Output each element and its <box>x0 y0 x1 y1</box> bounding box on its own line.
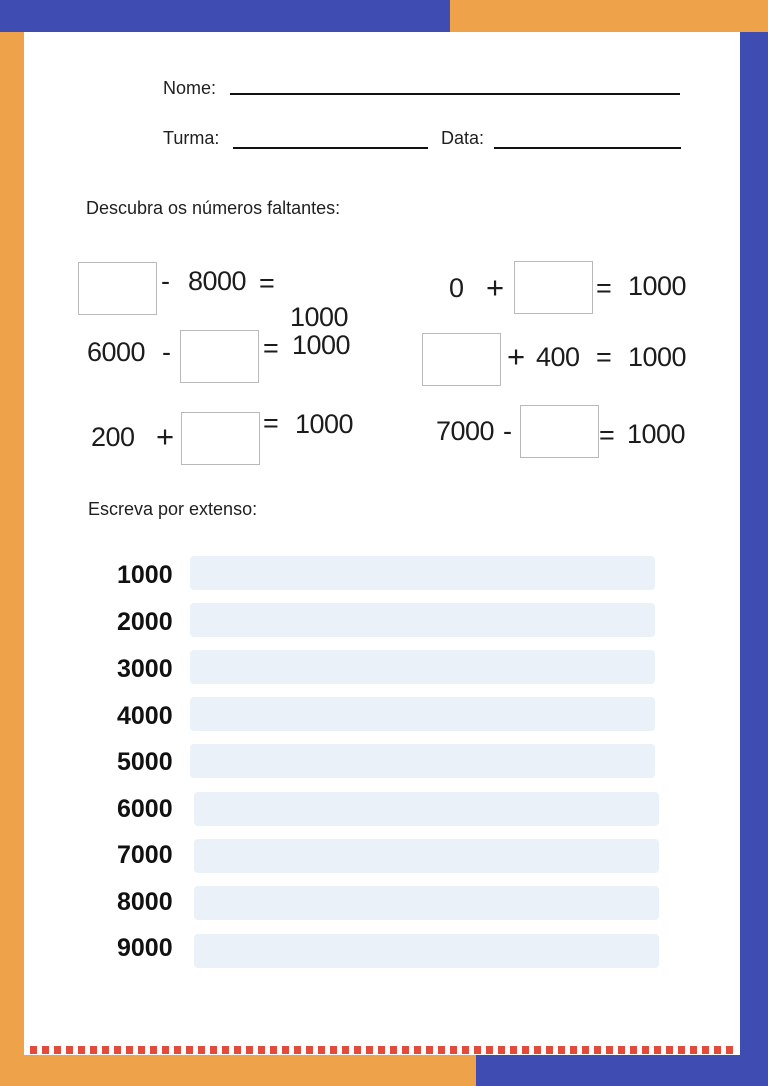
top-orange-band <box>450 0 768 32</box>
answer-box-p4[interactable] <box>514 261 593 314</box>
answer-field-8000[interactable] <box>194 886 659 920</box>
answer-box-p2[interactable] <box>180 330 259 383</box>
p4-operator: + <box>486 270 504 305</box>
p2-left: 6000 <box>87 337 146 367</box>
number-label-3000: 3000 <box>117 655 173 683</box>
number-label-1000: 1000 <box>117 561 173 589</box>
p5-operator: + <box>507 339 525 374</box>
number-label-9000: 9000 <box>117 934 173 962</box>
p2-equals: = <box>263 333 279 363</box>
number-label-7000: 7000 <box>117 841 173 869</box>
answer-field-1000[interactable] <box>190 556 655 590</box>
answer-field-5000[interactable] <box>190 744 655 778</box>
answer-field-2000[interactable] <box>190 603 655 637</box>
p2-operator: - <box>162 337 171 367</box>
number-label-2000: 2000 <box>117 608 173 636</box>
p5-result: 1000 <box>628 342 687 372</box>
answer-field-3000[interactable] <box>190 650 655 684</box>
date-line[interactable] <box>494 147 681 149</box>
missing-numbers-instruction: Descubra os números faltantes: <box>86 198 341 218</box>
number-label-5000: 5000 <box>117 748 173 776</box>
p1-result: 1000 <box>290 302 349 332</box>
answer-field-7000[interactable] <box>194 839 659 873</box>
p6-left: 7000 <box>436 416 495 446</box>
p3-left: 200 <box>91 422 135 452</box>
p3-result: 1000 <box>295 409 354 439</box>
answer-field-6000[interactable] <box>194 792 659 826</box>
number-label-6000: 6000 <box>117 795 173 823</box>
dashed-decorative-strip <box>30 1046 738 1054</box>
write-in-words-instruction: Escreva por extenso: <box>88 499 258 519</box>
p2-result: 1000 <box>292 330 351 360</box>
bottom-orange-band <box>0 1055 476 1086</box>
name-label: Nome: <box>163 78 217 98</box>
answer-field-9000[interactable] <box>194 934 659 968</box>
p4-left: 0 <box>449 273 464 303</box>
p1-operand: 8000 <box>188 266 247 296</box>
p3-equals: = <box>263 408 279 438</box>
p6-operator: - <box>503 416 512 446</box>
name-line[interactable] <box>230 93 680 95</box>
p5-equals: = <box>596 342 612 372</box>
number-label-4000: 4000 <box>117 702 173 730</box>
top-blue-band <box>0 0 450 32</box>
bottom-blue-band <box>476 1055 768 1086</box>
answer-box-p1[interactable] <box>78 262 157 315</box>
answer-box-p6[interactable] <box>520 405 599 458</box>
answer-box-p3[interactable] <box>181 412 260 465</box>
answer-field-4000[interactable] <box>190 697 655 731</box>
class-line[interactable] <box>233 147 428 149</box>
p3-operator: + <box>156 419 174 454</box>
p4-result: 1000 <box>628 271 687 301</box>
answer-box-p5[interactable] <box>422 333 501 386</box>
p1-equals: = <box>259 268 275 298</box>
p6-result: 1000 <box>627 419 686 449</box>
left-orange-band <box>0 32 24 1055</box>
date-label: Data: <box>441 128 485 148</box>
class-label: Turma: <box>163 128 220 148</box>
p1-operator: - <box>161 266 170 296</box>
right-blue-band <box>740 32 768 1055</box>
p4-equals: = <box>596 273 612 303</box>
p6-equals: = <box>599 420 615 450</box>
number-label-8000: 8000 <box>117 888 173 916</box>
p5-operand: 400 <box>536 342 580 372</box>
